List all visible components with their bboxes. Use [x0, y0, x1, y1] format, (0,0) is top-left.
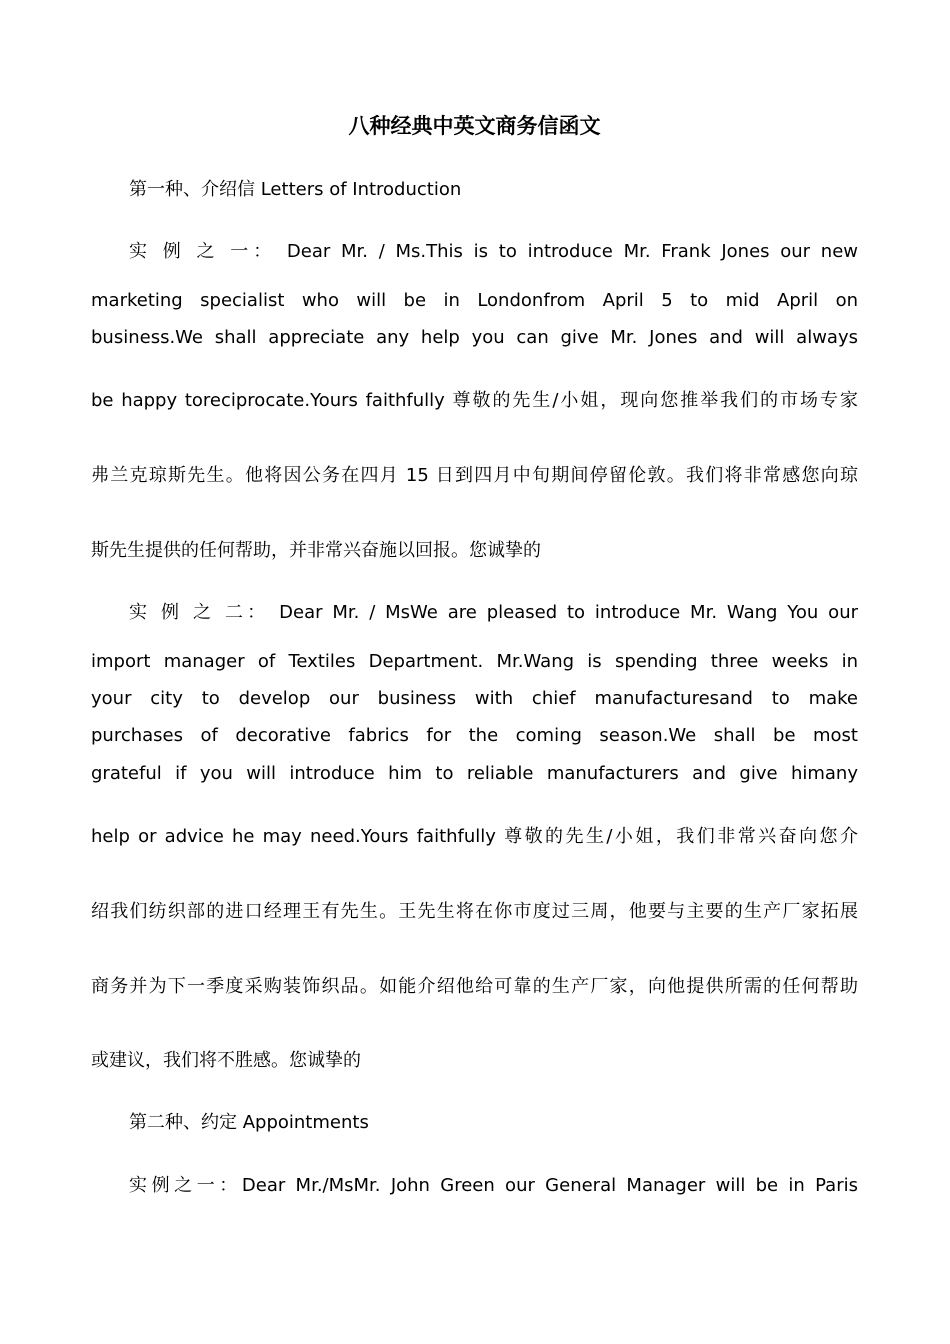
paragraph-line: grateful if you will introduce him to reliable manufacturers and give himany — [91, 763, 858, 784]
paragraph-line: 商务并为下一季度采购装饰织品。如能介绍他给可靠的生产厂家，向他提供所需的任何帮助 — [91, 976, 858, 997]
paragraph-line: import manager of Textiles Department. Mr.Wang is spending three weeks in — [91, 651, 858, 672]
paragraph-line: be happy toreciprocate.Yours faithfully 尊敬的先生/小姐，现向您推举我们的市场专家 — [91, 390, 858, 411]
paragraph-line: purchases of decorative fabrics for the coming season.We shall be most — [91, 725, 858, 746]
section-heading-appointments: 第二种、约定 Appointments — [129, 1112, 369, 1133]
paragraph-line: 实 例 之 一： Dear Mr. / Ms.This is to introduce Mr. Frank Jones our new — [129, 241, 858, 262]
paragraph-line: 弗兰克琼斯先生。他将因公务在四月 15 日到四月中旬期间停留伦敦。我们将非常感您向琼 — [91, 465, 858, 486]
paragraph-line: 实 例 之 二： Dear Mr. / MsWe are pleased to introduce Mr. Wang You our — [129, 602, 858, 623]
document-title: 八种经典中英文商务信函文 — [348, 114, 601, 138]
paragraph-line: help or advice he may need.Yours faithfully 尊敬的先生/小姐，我们非常兴奋向您介 — [91, 826, 858, 847]
paragraph-line: business.We shall appreciate any help you can give Mr. Jones and will always — [91, 327, 858, 348]
paragraph-line: 或建议，我们将不胜感。您诚挚的 — [91, 1050, 361, 1071]
section-heading-introduction: 第一种、介绍信 Letters of Introduction — [129, 179, 462, 200]
paragraph-line: 绍我们纺织部的进口经理王有先生。王先生将在你市度过三周，他要与主要的生产厂家拓展 — [91, 901, 858, 922]
paragraph-line: 斯先生提供的任何帮助，并非常兴奋施以回报。您诚挚的 — [91, 540, 541, 561]
paragraph-line: marketing specialist who will be in Londonfrom April 5 to mid April on — [91, 290, 858, 311]
paragraph-line: your city to develop our business with chief manufacturesand to make — [91, 688, 858, 709]
paragraph-line: 实例之一：Dear Mr./MsMr. John Green our General Manager will be in Paris — [129, 1175, 858, 1196]
